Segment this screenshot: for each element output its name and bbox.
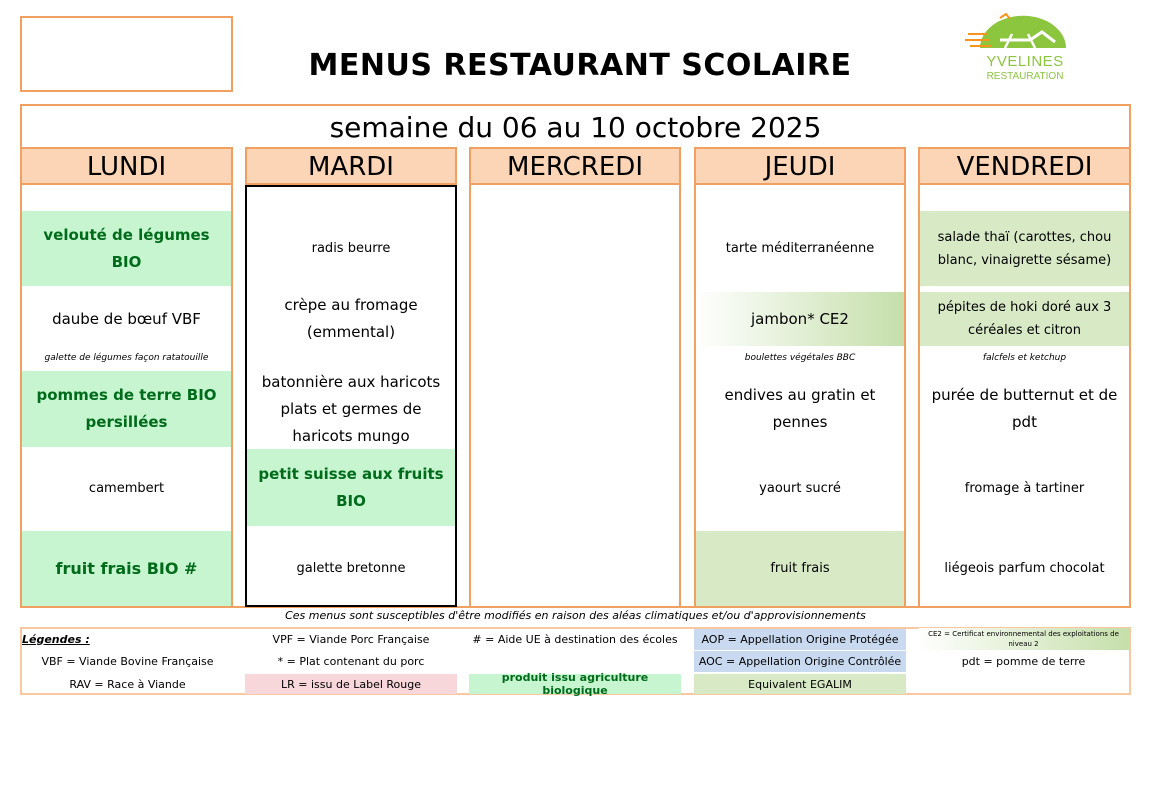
day-header-mercredi: MERCREDI bbox=[469, 147, 681, 185]
vendredi-accompagnement: purée de butternut et de pdt bbox=[931, 386, 1118, 431]
legend-vbf: VBF = Viande Bovine Française bbox=[41, 654, 214, 668]
page-title: MENUS RESTAURANT SCOLAIRE bbox=[308, 48, 852, 83]
legend-ue: # = Aide UE à destination des écoles bbox=[472, 632, 678, 646]
legend-title: Légendes : bbox=[22, 632, 90, 646]
mardi-accompagnement: batonnière aux haricots plats et germes de haricots mungo bbox=[261, 372, 441, 445]
disclaimer-note: Ces menus sont susceptibles d'être modifiés en raison des aléas climatiques et/ou d'approvisionnements bbox=[285, 609, 866, 622]
legend-rav: RAV = Race à Viande bbox=[69, 677, 186, 691]
legend-egalim: Equivalent EGALIM bbox=[694, 674, 906, 694]
jeudi-plat: jambon* CE2 bbox=[696, 292, 904, 346]
vendredi-dessert: liégeois parfum chocolat bbox=[944, 561, 1105, 576]
jeudi-entree: tarte méditerranéenne bbox=[725, 241, 875, 256]
legend-label-rouge: LR = issu de Label Rouge bbox=[245, 674, 457, 694]
lundi-plat: daube de bœuf VBF bbox=[52, 309, 201, 328]
mardi-laitage: petit suisse aux fruits BIO bbox=[247, 449, 455, 526]
logo-bottom-text: RESTAURATION bbox=[986, 71, 1064, 82]
day-header-mardi: MARDI bbox=[245, 147, 457, 185]
logo-top-text: YVELINES bbox=[986, 53, 1064, 70]
legend-porc: * = Plat contenant du porc bbox=[277, 654, 425, 668]
legend-pdt: pdt = pomme de terre bbox=[961, 654, 1086, 668]
week-title: semaine du 06 au 10 octobre 2025 bbox=[20, 104, 1131, 148]
day-header-jeudi: JEUDI bbox=[694, 147, 906, 185]
vendredi-plat-alt: falcfels et ketchup bbox=[982, 352, 1067, 363]
legend-ce2: CE2 = Certificat environnemental des exploitations de niveau 2 bbox=[918, 628, 1129, 650]
mardi-plat: crèpe au fromage (emmental) bbox=[284, 296, 418, 341]
lundi-laitage: camembert bbox=[88, 480, 165, 496]
lundi-accompagnement: pommes de terre BIO persillées bbox=[22, 371, 231, 447]
jeudi-dessert: fruit frais bbox=[696, 531, 904, 606]
vendredi-laitage: fromage à tartiner bbox=[964, 480, 1085, 496]
legend-vpf: VPF = Viande Porc Française bbox=[272, 632, 430, 646]
day-header-lundi: LUNDI bbox=[20, 147, 233, 185]
jeudi-accompagnement: endives au gratin et pennes bbox=[724, 386, 876, 431]
vendredi-plat: pépites de hoki doré aux 3 céréales et citron bbox=[920, 292, 1129, 346]
legend-aoc: AOC = Appellation Origine Contrôlée bbox=[694, 651, 906, 672]
logo-placeholder-box bbox=[20, 16, 233, 92]
lundi-plat-alt: galette de légumes façon ratatouille bbox=[44, 352, 209, 363]
legend-aop: AOP = Appellation Origine Protégée bbox=[694, 629, 906, 650]
jeudi-laitage: yaourt sucré bbox=[759, 480, 841, 496]
jeudi-plat-alt: boulettes végétales BBC bbox=[744, 352, 856, 363]
legend-bio: produit issu agriculture biologique bbox=[469, 674, 681, 694]
vendredi-entree: salade thaï (carottes, chou blanc, vinaigrette sésame) bbox=[920, 211, 1129, 286]
column-mercredi bbox=[469, 185, 681, 607]
yvelines-restauration-logo bbox=[960, 10, 1075, 90]
mardi-dessert: galette bretonne bbox=[296, 560, 406, 576]
lundi-entree: velouté de légumes BIO bbox=[22, 211, 231, 286]
day-header-vendredi: VENDREDI bbox=[918, 147, 1131, 185]
lundi-dessert: fruit frais BIO # bbox=[22, 531, 231, 606]
mardi-entree: radis beurre bbox=[311, 241, 391, 256]
